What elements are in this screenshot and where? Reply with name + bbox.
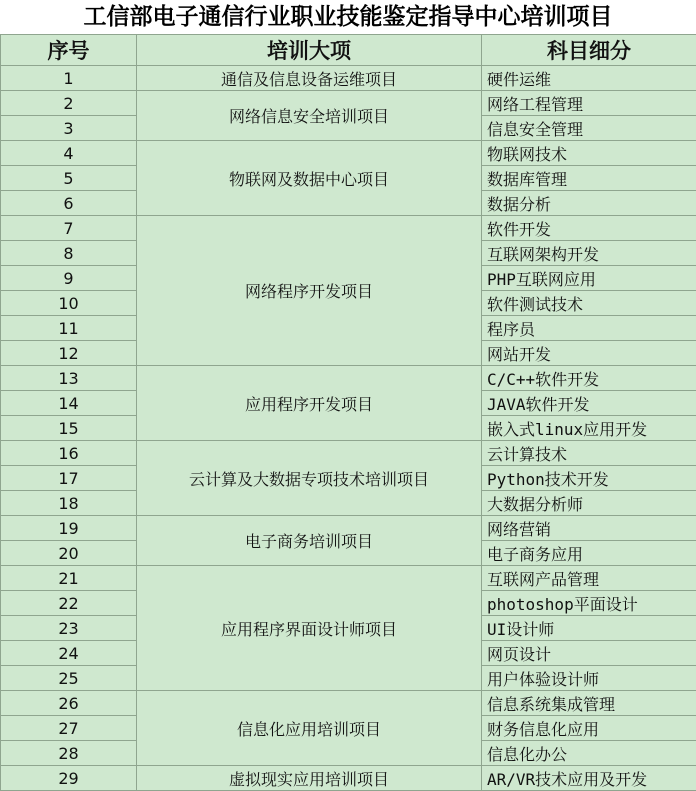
category-cell: 云计算及大数据专项技术培训项目 (137, 441, 482, 516)
row-index: 29 (1, 766, 137, 791)
table-row (1, 366, 696, 391)
row-index: 4 (1, 141, 137, 166)
row-index: 25 (1, 666, 137, 691)
row-index: 3 (1, 116, 137, 141)
page-title: 工信部电子通信行业职业技能鉴定指导中心培训项目 (0, 0, 696, 34)
category-cell: 应用程序界面设计师项目 (137, 566, 482, 691)
header-index: 序号 (1, 35, 137, 66)
row-index: 28 (1, 741, 137, 766)
category-cell: 应用程序开发项目 (137, 366, 482, 441)
table-body (1, 66, 696, 791)
subject-cell: 网络营销 (482, 516, 696, 541)
category-cell: 网络程序开发项目 (137, 216, 482, 366)
subject-cell: 网页设计 (482, 641, 696, 666)
row-index: 10 (1, 291, 137, 316)
row-index: 16 (1, 441, 137, 466)
table-row (1, 516, 696, 541)
training-table (0, 34, 696, 791)
subject-cell: 数据库管理 (482, 166, 696, 191)
subject-cell: 网络工程管理 (482, 91, 696, 116)
table-row (1, 441, 696, 466)
row-index: 27 (1, 716, 137, 741)
row-index: 11 (1, 316, 137, 341)
row-index: 18 (1, 491, 137, 516)
subject-cell: 嵌入式linux应用开发 (482, 416, 696, 441)
table-row (1, 566, 696, 591)
row-index: 22 (1, 591, 137, 616)
table-row (1, 141, 696, 166)
subject-cell: 软件开发 (482, 216, 696, 241)
category-cell: 网络信息安全培训项目 (137, 91, 482, 141)
subject-cell: 财务信息化应用 (482, 716, 696, 741)
row-index: 6 (1, 191, 137, 216)
subject-cell: 网站开发 (482, 341, 696, 366)
subject-cell: 物联网技术 (482, 141, 696, 166)
subject-cell: photoshop平面设计 (482, 591, 696, 616)
category-cell: 信息化应用培训项目 (137, 691, 482, 766)
row-index: 17 (1, 466, 137, 491)
row-index: 9 (1, 266, 137, 291)
table-row (1, 766, 696, 791)
header-subject: 科目细分 (482, 35, 696, 66)
category-cell: 物联网及数据中心项目 (137, 141, 482, 216)
category-cell: 通信及信息设备运维项目 (137, 66, 482, 91)
subject-cell: 互联网架构开发 (482, 241, 696, 266)
subject-cell: PHP互联网应用 (482, 266, 696, 291)
row-index: 15 (1, 416, 137, 441)
row-index: 8 (1, 241, 137, 266)
subject-cell: 大数据分析师 (482, 491, 696, 516)
subject-cell: 硬件运维 (482, 66, 696, 91)
table-row (1, 91, 696, 116)
subject-cell: AR/VR技术应用及开发 (482, 766, 696, 791)
subject-cell: 软件测试技术 (482, 291, 696, 316)
subject-cell: 数据分析 (482, 191, 696, 216)
subject-cell: JAVA软件开发 (482, 391, 696, 416)
row-index: 23 (1, 616, 137, 641)
category-cell: 虚拟现实应用培训项目 (137, 766, 482, 791)
subject-cell: 信息化办公 (482, 741, 696, 766)
subject-cell: 程序员 (482, 316, 696, 341)
row-index: 21 (1, 566, 137, 591)
row-index: 26 (1, 691, 137, 716)
row-index: 13 (1, 366, 137, 391)
subject-cell: C/C++软件开发 (482, 366, 696, 391)
table-row (1, 216, 696, 241)
table-row (1, 66, 696, 91)
subject-cell: UI设计师 (482, 616, 696, 641)
table-row (1, 691, 696, 716)
category-cell: 电子商务培训项目 (137, 516, 482, 566)
header-row (1, 35, 696, 66)
row-index: 19 (1, 516, 137, 541)
subject-cell: 信息系统集成管理 (482, 691, 696, 716)
row-index: 12 (1, 341, 137, 366)
row-index: 1 (1, 66, 137, 91)
subject-cell: 互联网产品管理 (482, 566, 696, 591)
header-category: 培训大项 (137, 35, 482, 66)
row-index: 24 (1, 641, 137, 666)
row-index: 7 (1, 216, 137, 241)
row-index: 14 (1, 391, 137, 416)
subject-cell: 云计算技术 (482, 441, 696, 466)
row-index: 5 (1, 166, 137, 191)
subject-cell: Python技术开发 (482, 466, 696, 491)
row-index: 2 (1, 91, 137, 116)
subject-cell: 电子商务应用 (482, 541, 696, 566)
row-index: 20 (1, 541, 137, 566)
subject-cell: 信息安全管理 (482, 116, 696, 141)
subject-cell: 用户体验设计师 (482, 666, 696, 691)
